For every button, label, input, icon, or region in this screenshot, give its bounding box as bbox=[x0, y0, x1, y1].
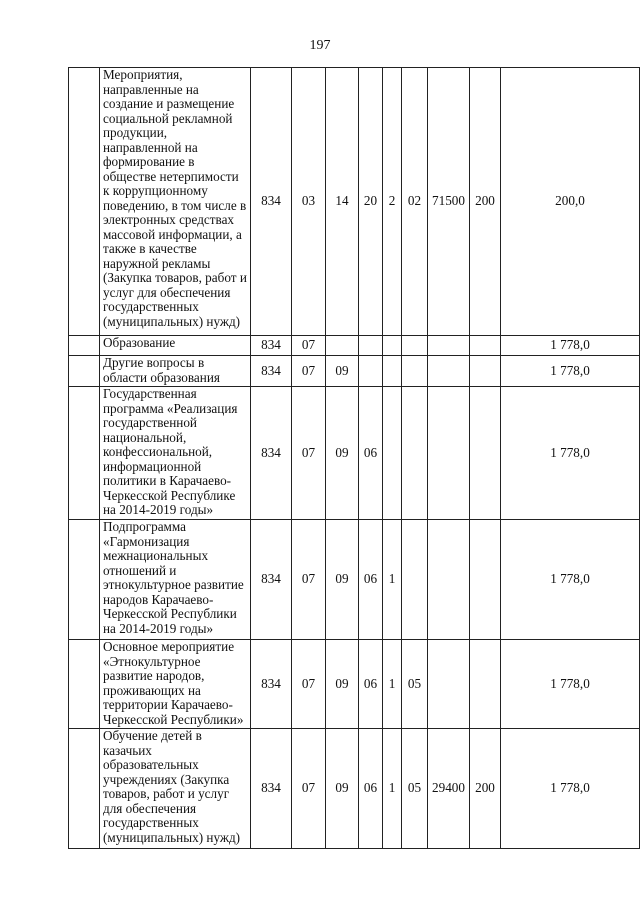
ministry-code-cell: 834 bbox=[251, 336, 292, 356]
row-number-cell bbox=[69, 356, 100, 387]
subprogram-code-cell: 1 bbox=[383, 640, 402, 729]
row-number-cell bbox=[69, 640, 100, 729]
section-code-cell: 07 bbox=[292, 336, 326, 356]
section-code-cell: 07 bbox=[292, 356, 326, 387]
direction-code-cell bbox=[428, 336, 470, 356]
item-name-cell: Мероприятия, направленные на создание и размещение социальной рекламной продукции, направленной на формирование в обществе нетерпимости к коррупционному поведению, в том числе в электронных средствах массовой информации, а также в качестве наружной рекламы (Закупка товаров, работ и услуг для обеспечения государственных (муниципальных) нужд) bbox=[100, 68, 251, 336]
table-row bbox=[69, 520, 640, 640]
direction-code-cell bbox=[428, 356, 470, 387]
amount-cell: 1 778,0 bbox=[501, 387, 640, 520]
program-code-cell bbox=[359, 356, 383, 387]
subprogram-code-cell bbox=[383, 387, 402, 520]
item-name-cell: Подпрограмма «Гармонизация межнациональных отношений и этнокультурное развитие народов Карачаево-Черкесской Республики на 2014-2019 годы» bbox=[100, 520, 251, 640]
section-code-cell: 07 bbox=[292, 520, 326, 640]
section-code-cell: 07 bbox=[292, 729, 326, 849]
direction-code-cell bbox=[428, 520, 470, 640]
section-code-cell: 07 bbox=[292, 387, 326, 520]
ministry-code-cell: 834 bbox=[251, 520, 292, 640]
table-row bbox=[69, 387, 640, 520]
table-row bbox=[69, 640, 640, 729]
direction-code-cell bbox=[428, 387, 470, 520]
subsection-code-cell: 09 bbox=[326, 520, 359, 640]
amount-cell: 1 778,0 bbox=[501, 729, 640, 849]
subprogram-code-cell: 2 bbox=[383, 68, 402, 336]
event-code-cell: 05 bbox=[402, 729, 428, 849]
table-row bbox=[69, 68, 640, 336]
subsection-code-cell: 14 bbox=[326, 68, 359, 336]
direction-code-cell: 71500 bbox=[428, 68, 470, 336]
section-code-cell: 03 bbox=[292, 68, 326, 336]
row-number-cell bbox=[69, 729, 100, 849]
event-code-cell: 02 bbox=[402, 68, 428, 336]
ministry-code-cell: 834 bbox=[251, 640, 292, 729]
expense-type-cell: 200 bbox=[470, 68, 501, 336]
event-code-cell bbox=[402, 336, 428, 356]
subsection-code-cell: 09 bbox=[326, 387, 359, 520]
table-row bbox=[69, 729, 640, 849]
subsection-code-cell: 09 bbox=[326, 729, 359, 849]
row-number-cell bbox=[69, 520, 100, 640]
expense-type-cell bbox=[470, 336, 501, 356]
ministry-code-cell: 834 bbox=[251, 729, 292, 849]
item-name-cell: Другие вопросы в области образования bbox=[100, 356, 251, 387]
row-number-cell bbox=[69, 68, 100, 336]
expense-type-cell: 200 bbox=[470, 729, 501, 849]
row-number-cell bbox=[69, 336, 100, 356]
subprogram-code-cell: 1 bbox=[383, 729, 402, 849]
item-name-cell: Государственная программа «Реализация государственной национальной, конфессиональной, информационной политики в Карачаево-Черкесской Республике на 2014-2019 годы» bbox=[100, 387, 251, 520]
subsection-code-cell bbox=[326, 336, 359, 356]
expense-type-cell bbox=[470, 640, 501, 729]
event-code-cell bbox=[402, 520, 428, 640]
subprogram-code-cell bbox=[383, 336, 402, 356]
subsection-code-cell: 09 bbox=[326, 356, 359, 387]
table-row bbox=[69, 356, 640, 387]
section-code-cell: 07 bbox=[292, 640, 326, 729]
program-code-cell: 06 bbox=[359, 640, 383, 729]
amount-cell: 200,0 bbox=[501, 68, 640, 336]
table-row bbox=[69, 336, 640, 356]
amount-cell: 1 778,0 bbox=[501, 520, 640, 640]
item-name-cell: Обучение детей в казачьих образовательных учреждениях (Закупка товаров, работ и услуг для обеспечения государственных (муниципальных) нужд) bbox=[100, 729, 251, 849]
program-code-cell bbox=[359, 336, 383, 356]
program-code-cell: 06 bbox=[359, 520, 383, 640]
event-code-cell bbox=[402, 387, 428, 520]
row-number-cell bbox=[69, 387, 100, 520]
expense-type-cell bbox=[470, 387, 501, 520]
item-name-cell: Образование bbox=[100, 336, 251, 356]
ministry-code-cell: 834 bbox=[251, 68, 292, 336]
program-code-cell: 06 bbox=[359, 729, 383, 849]
direction-code-cell: 29400 bbox=[428, 729, 470, 849]
amount-cell: 1 778,0 bbox=[501, 640, 640, 729]
budget-table bbox=[68, 67, 640, 849]
expense-type-cell bbox=[470, 520, 501, 640]
item-name-cell: Основное мероприятие «Этнокультурное развитие народов, проживающих на территории Карачаево-Черкесской Республики» bbox=[100, 640, 251, 729]
subsection-code-cell: 09 bbox=[326, 640, 359, 729]
amount-cell: 1 778,0 bbox=[501, 336, 640, 356]
subprogram-code-cell: 1 bbox=[383, 520, 402, 640]
event-code-cell: 05 bbox=[402, 640, 428, 729]
direction-code-cell bbox=[428, 640, 470, 729]
amount-cell: 1 778,0 bbox=[501, 356, 640, 387]
event-code-cell bbox=[402, 356, 428, 387]
program-code-cell: 06 bbox=[359, 387, 383, 520]
ministry-code-cell: 834 bbox=[251, 387, 292, 520]
page-number: 197 bbox=[309, 38, 331, 53]
subprogram-code-cell bbox=[383, 356, 402, 387]
expense-type-cell bbox=[470, 356, 501, 387]
ministry-code-cell: 834 bbox=[251, 356, 292, 387]
program-code-cell: 20 bbox=[359, 68, 383, 336]
